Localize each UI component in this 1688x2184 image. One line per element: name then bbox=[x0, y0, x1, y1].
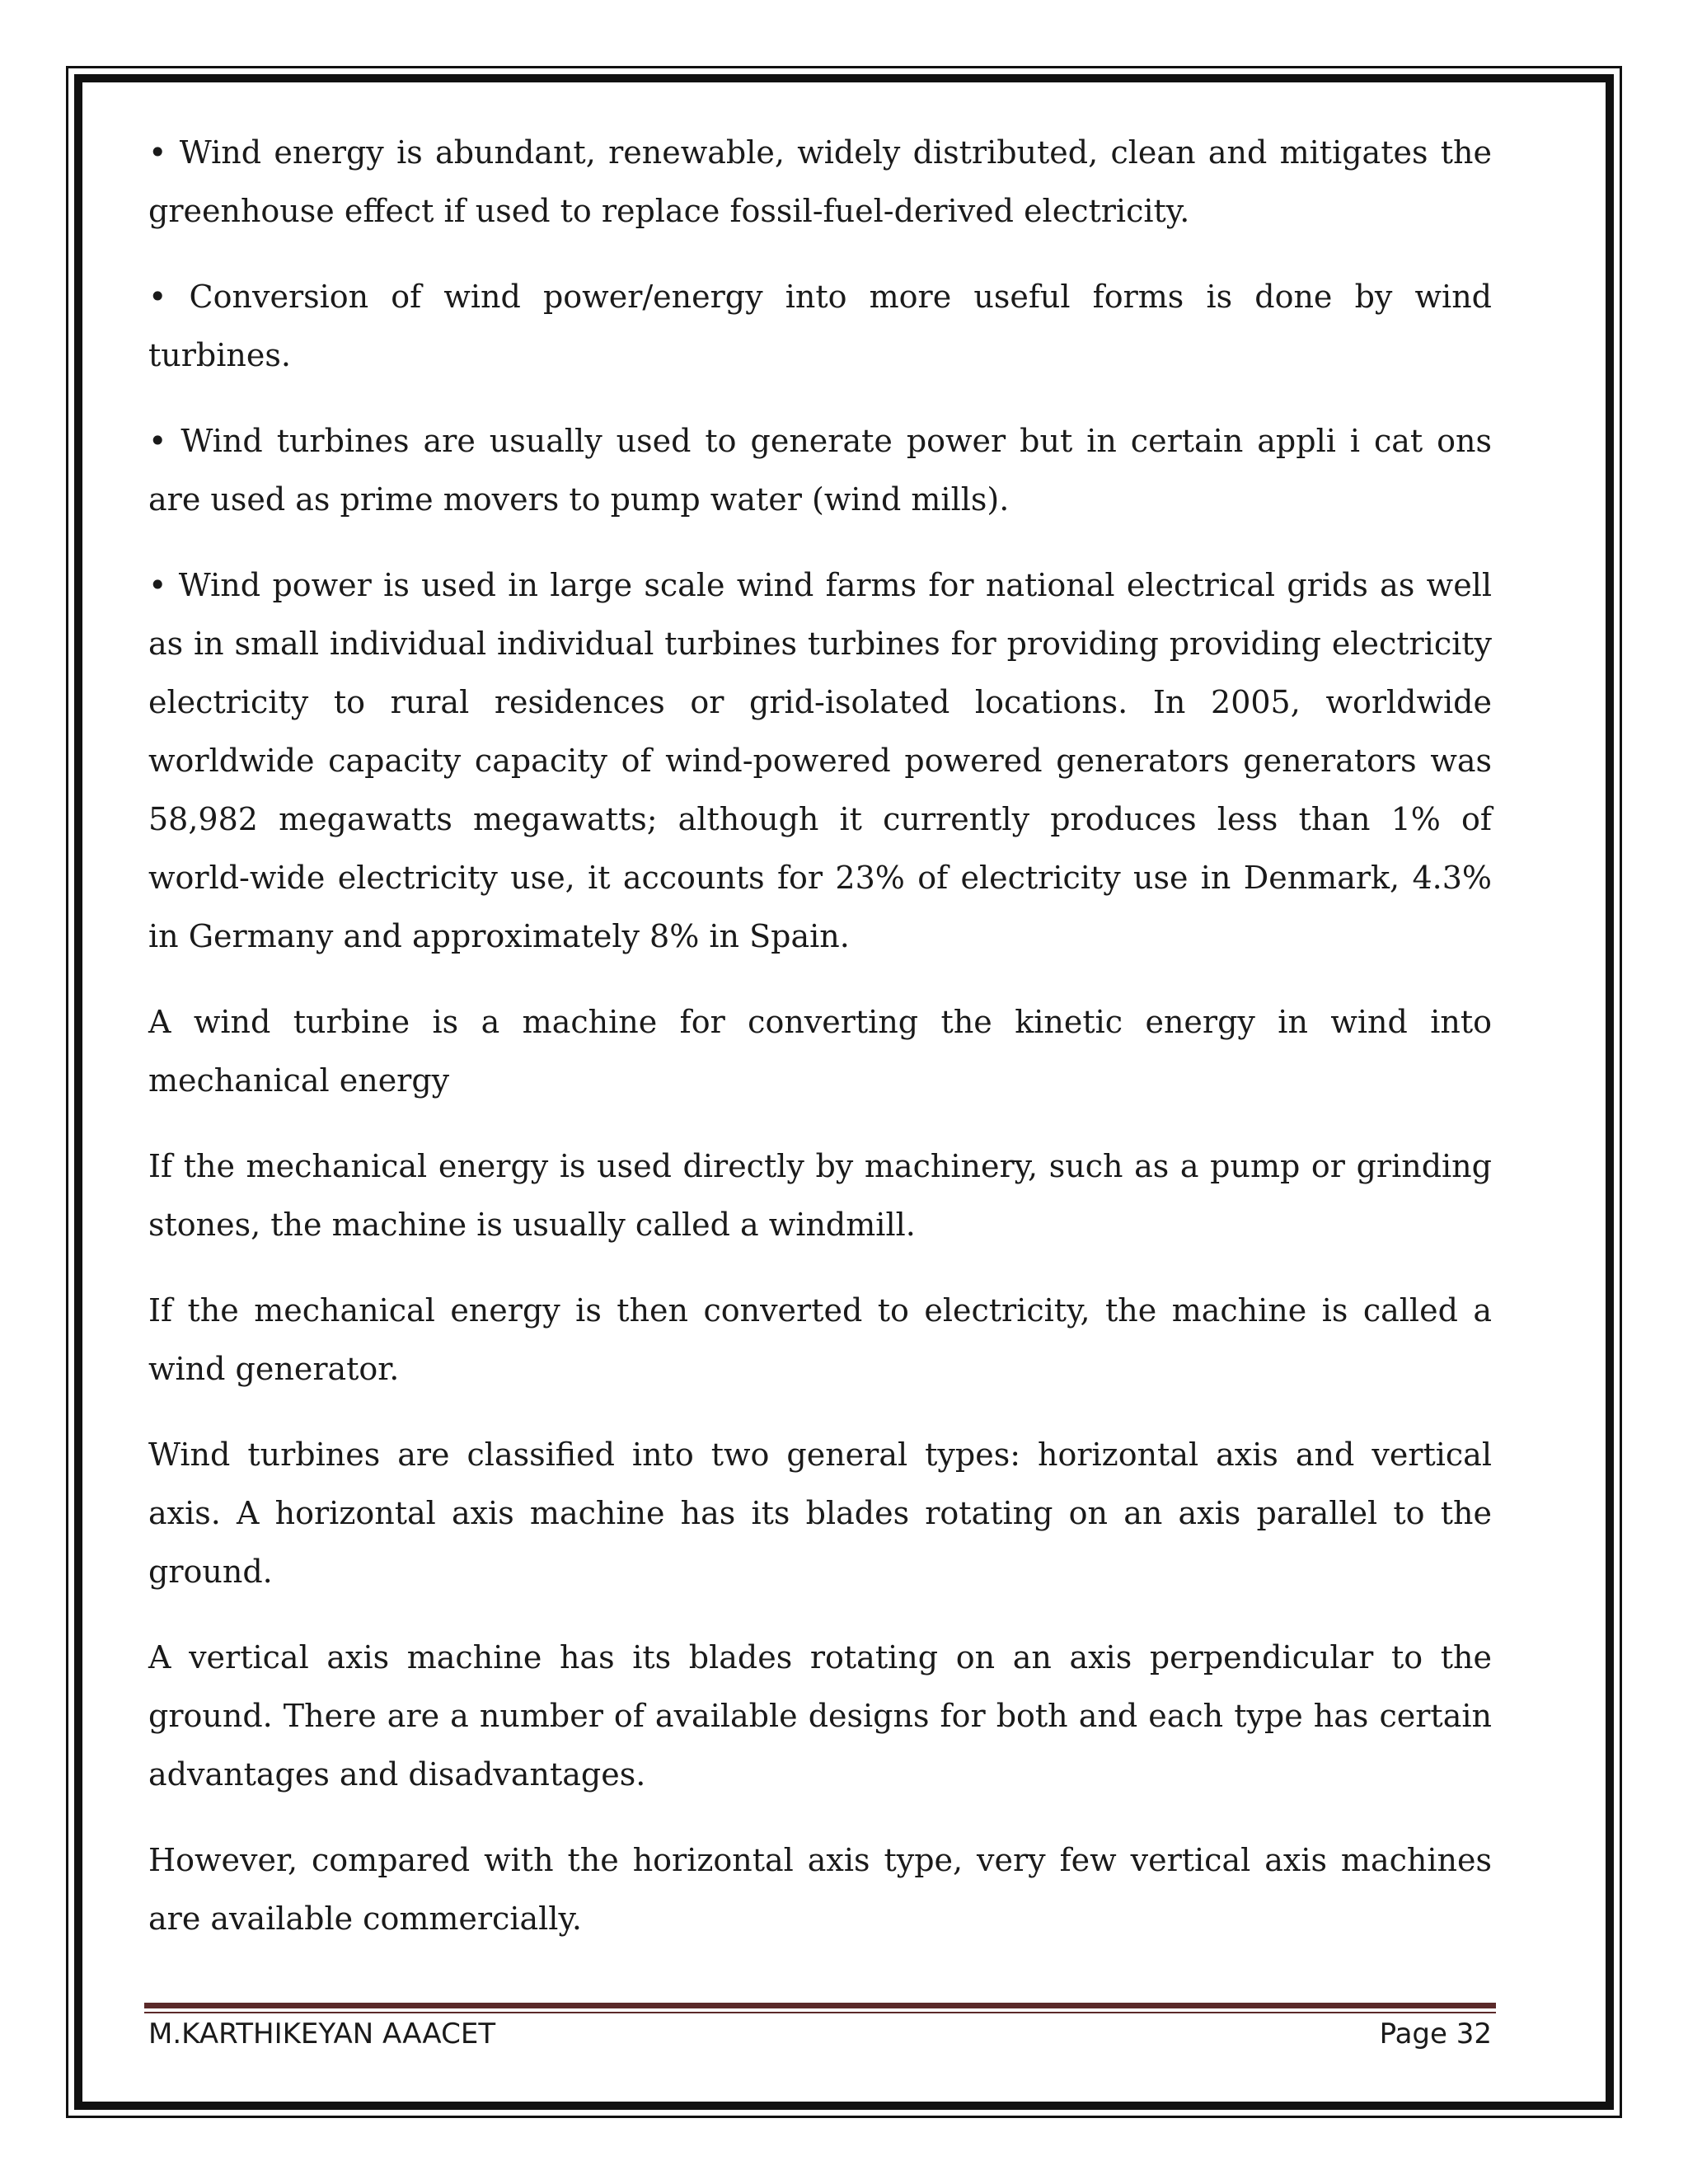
paragraph-conversion: • Conversion of wind power/energy into more useful forms is done by wind turbines. bbox=[148, 279, 1492, 373]
footer-page-number: Page 32 bbox=[1379, 2018, 1492, 2050]
paragraph-windmill: If the mechanical energy is used directly by machinery, such as a pump or grinding stones, the machine is usually called a windmill. bbox=[148, 1148, 1492, 1243]
paragraph-wind-energy-benefits: • Wind energy is abundant, renewable, widely distributed, clean and mitigates the greenhouse effect if used to replace fossil-fuel-derived electricity. bbox=[148, 134, 1492, 229]
footer-divider bbox=[144, 2003, 1496, 2008]
paragraph-turbine-types: Wind turbines are classified into two general types: horizontal axis and vertical axis. A horizontal axis machine has its blades rotating on an axis parallel to the ground. bbox=[148, 1436, 1492, 1590]
paragraph-turbine-definition: A wind turbine is a machine for converting the kinetic energy in wind into mechanical energy bbox=[148, 1004, 1492, 1099]
footer-divider-thin bbox=[144, 2012, 1496, 2013]
footer-author: M.KARTHIKEYAN AAACET bbox=[148, 2018, 496, 2050]
paragraph-vertical-axis: A vertical axis machine has its blades rotating on an axis perpendicular to the ground. There are a number of available designs for both and each type has certain advantages and disadvantages. bbox=[148, 1639, 1492, 1793]
page-footer bbox=[148, 2016, 1492, 2052]
page-body bbox=[148, 124, 1492, 1975]
paragraph-turbine-uses: • Wind turbines are usually used to generate power but in certain appli i cat ons are used as prime movers to pump water (wind mills). bbox=[148, 423, 1492, 518]
paragraph-wind-generator: If the mechanical energy is then converted to electricity, the machine is called a wind generator. bbox=[148, 1292, 1492, 1387]
paragraph-wind-farms: • Wind power is used in large scale wind farms for national electrical grids as well as in small individual individual turbines turbines for providing providing electricity electricity to rural residences or grid-isolated locations. In 2005, worldwide worldwide capacity capacity of wind-powered powered generators generators was 58,982 megawatts megawatts; although it currently produces less than 1% of world-wide electricity use, it accounts for 23% of electricity use in Denmark, 4.3% in Germany and approximately 8% in Spain. bbox=[148, 567, 1492, 954]
paragraph-commercial-availability: However, compared with the horizontal axis type, very few vertical axis machines are available commercially. bbox=[148, 1842, 1492, 1937]
